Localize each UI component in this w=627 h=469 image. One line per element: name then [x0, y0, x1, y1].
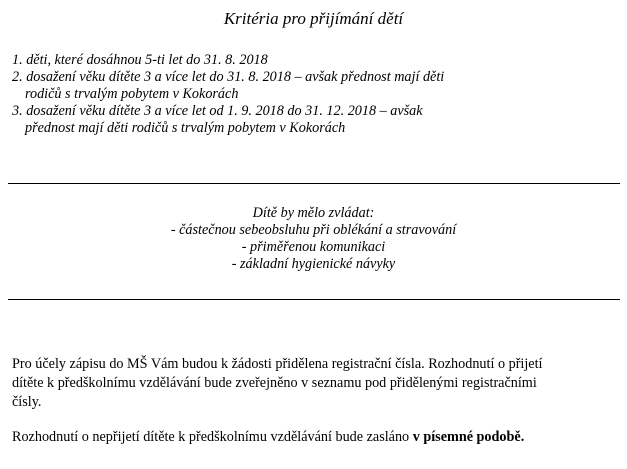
- paragraph-line: Pro účely zápisu do MŠ Vám budou k žádosti přidělena registrační čísla. Rozhodnutí o přijetí: [12, 356, 543, 372]
- criteria-item: [12, 52, 444, 69]
- criteria-item: [12, 103, 444, 137]
- criteria-item-line: 2. dosažení věku dítěte 3 a více let do 31. 8. 2018 – avšak přednost mají děti: [12, 69, 445, 85]
- skills-item: - základní hygienické návyky: [231, 256, 396, 272]
- registration-paragraph: [12, 355, 624, 412]
- rejection-text: Rozhodnutí o nepřijetí dítěte k předškolnímu vzdělávání bude zasláno: [12, 429, 413, 445]
- criteria-item-line: 3. dosažení věku dítěte 3 a více let od 1. 9. 2018 do 31. 12. 2018 – avšak: [12, 103, 423, 119]
- divider-bottom: [8, 299, 620, 300]
- criteria-item-continuation: rodičů s trvalým pobytem v Kokorách: [25, 86, 239, 102]
- paragraph-line: čísly.: [12, 394, 42, 410]
- skills-item: - částečnou sebeobsluhu při oblékání a stravování: [170, 222, 457, 238]
- document-title: Kritéria pro přijímání dětí: [223, 9, 404, 28]
- criteria-item: [12, 69, 444, 103]
- criteria-item-continuation: přednost mají děti rodičů s trvalým pobytem v Kokorách: [25, 120, 346, 136]
- paragraph-line: dítěte k předškolnímu vzdělávání bude zveřejněno v seznamu pod přidělenými registračními: [12, 375, 537, 391]
- skills-block: [0, 205, 627, 273]
- criteria-item-line: 1. děti, které dosáhnou 5-ti let do 31. 8. 2018: [12, 52, 268, 68]
- rejection-paragraph: [12, 428, 624, 447]
- divider-top: [8, 183, 620, 184]
- skills-heading: Dítě by mělo zvládat:: [252, 205, 375, 221]
- skills-item: - přiměřenou komunikaci: [241, 239, 386, 255]
- rejection-emphasis: v písemné podobě.: [412, 429, 525, 445]
- criteria-list: [12, 52, 444, 137]
